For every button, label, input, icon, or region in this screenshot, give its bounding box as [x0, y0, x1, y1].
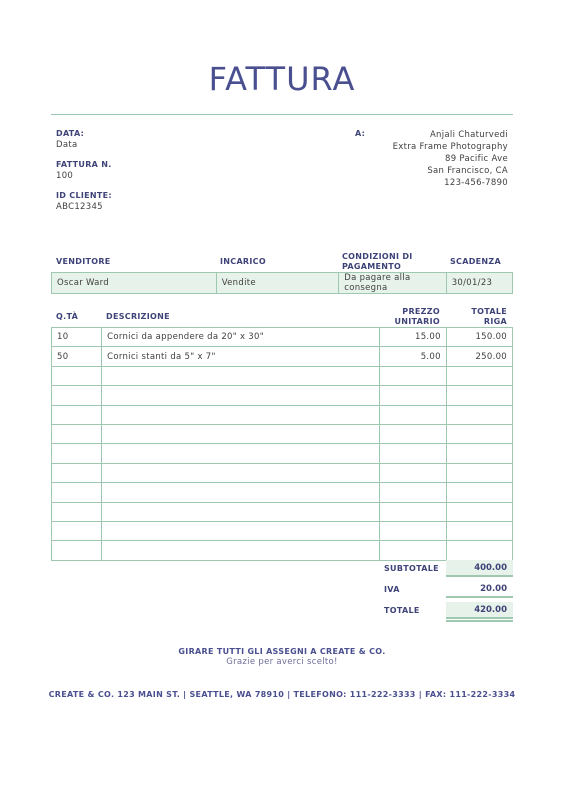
assignment-cell: Vendite	[216, 273, 339, 294]
company-contact: CREATE & CO. 123 MAIN ST. | SEATTLE, WA 78910 | TELEFONO: 111-222-3333 | FAX: 111-222-3334	[48, 690, 516, 699]
line-total-cell: 150.00	[446, 328, 512, 347]
qty-cell: 10	[52, 328, 102, 347]
total-value: 420.00	[446, 602, 513, 619]
description-cell: Cornici stanti da 5" x 7"	[102, 347, 380, 366]
recipient-address	[393, 129, 508, 189]
empty-row	[52, 424, 513, 443]
tax-label: IVA	[384, 585, 400, 594]
client-id-value: ABC12345	[56, 202, 103, 212]
date-value: Data	[56, 140, 78, 150]
payment-terms-header: CONDIZIONI DI PAGAMENTO	[342, 252, 413, 271]
empty-row	[52, 405, 513, 424]
due-date-cell: 30/01/23	[446, 273, 512, 294]
empty-row	[52, 483, 513, 502]
tax-value: 20.00	[446, 581, 513, 598]
empty-row	[52, 444, 513, 463]
invoice-number-label: FATTURA N.	[56, 160, 112, 169]
line-total-header: TOTALE RIGA	[471, 307, 507, 326]
qty-header: Q.TÀ	[56, 312, 79, 321]
title-divider	[51, 114, 513, 115]
table-row	[52, 347, 513, 366]
date-label: DATA:	[56, 129, 85, 138]
description-cell: Cornici da appendere da 20" x 30"	[102, 328, 380, 347]
empty-row	[52, 366, 513, 385]
seller-table	[51, 272, 513, 294]
seller-cell: Oscar Ward	[52, 273, 217, 294]
subtotal-label: SUBTOTALE	[384, 564, 439, 573]
unit-price-cell: 15.00	[379, 328, 446, 347]
unit-price-header: PREZZO UNITARIO	[394, 307, 440, 326]
seller-header: VENDITORE	[56, 257, 111, 266]
recipient-name: Anjali Chaturvedi	[429, 130, 508, 140]
recipient-phone: 123-456-7890	[444, 178, 508, 188]
items-table	[51, 327, 513, 561]
invoice-number-value: 100	[56, 171, 74, 181]
subtotal-value: 400.00	[446, 560, 513, 577]
description-header: DESCRIZIONE	[106, 312, 170, 321]
invoice-title: FATTURA	[208, 60, 356, 98]
check-instructions: GIRARE TUTTI GLI ASSEGNI A CREATE & CO.	[178, 647, 386, 656]
recipient-company: Extra Frame Photography	[392, 142, 508, 152]
empty-row	[52, 386, 513, 405]
recipient-city: San Francisco, CA	[427, 166, 508, 176]
recipient-street: 89 Pacific Ave	[444, 154, 508, 164]
thank-you-note: Grazie per averci scelto!	[226, 657, 338, 667]
empty-row	[52, 541, 513, 560]
client-id-label: ID CLIENTE:	[56, 191, 112, 200]
qty-cell: 50	[52, 347, 102, 366]
total-label: TOTALE	[384, 606, 420, 615]
unit-price-cell: 5.00	[379, 347, 446, 366]
payment-terms-cell: Da pagare alla consegna	[339, 273, 446, 294]
total-double-rule	[446, 620, 513, 622]
table-row	[52, 328, 513, 347]
seller-row	[52, 273, 513, 294]
line-total-cell: 250.00	[446, 347, 512, 366]
due-date-header: SCADENZA	[450, 257, 502, 266]
empty-row	[52, 521, 513, 540]
empty-row	[52, 502, 513, 521]
recipient-label: A:	[355, 129, 366, 138]
assignment-header: INCARICO	[220, 257, 266, 266]
empty-row	[52, 463, 513, 482]
